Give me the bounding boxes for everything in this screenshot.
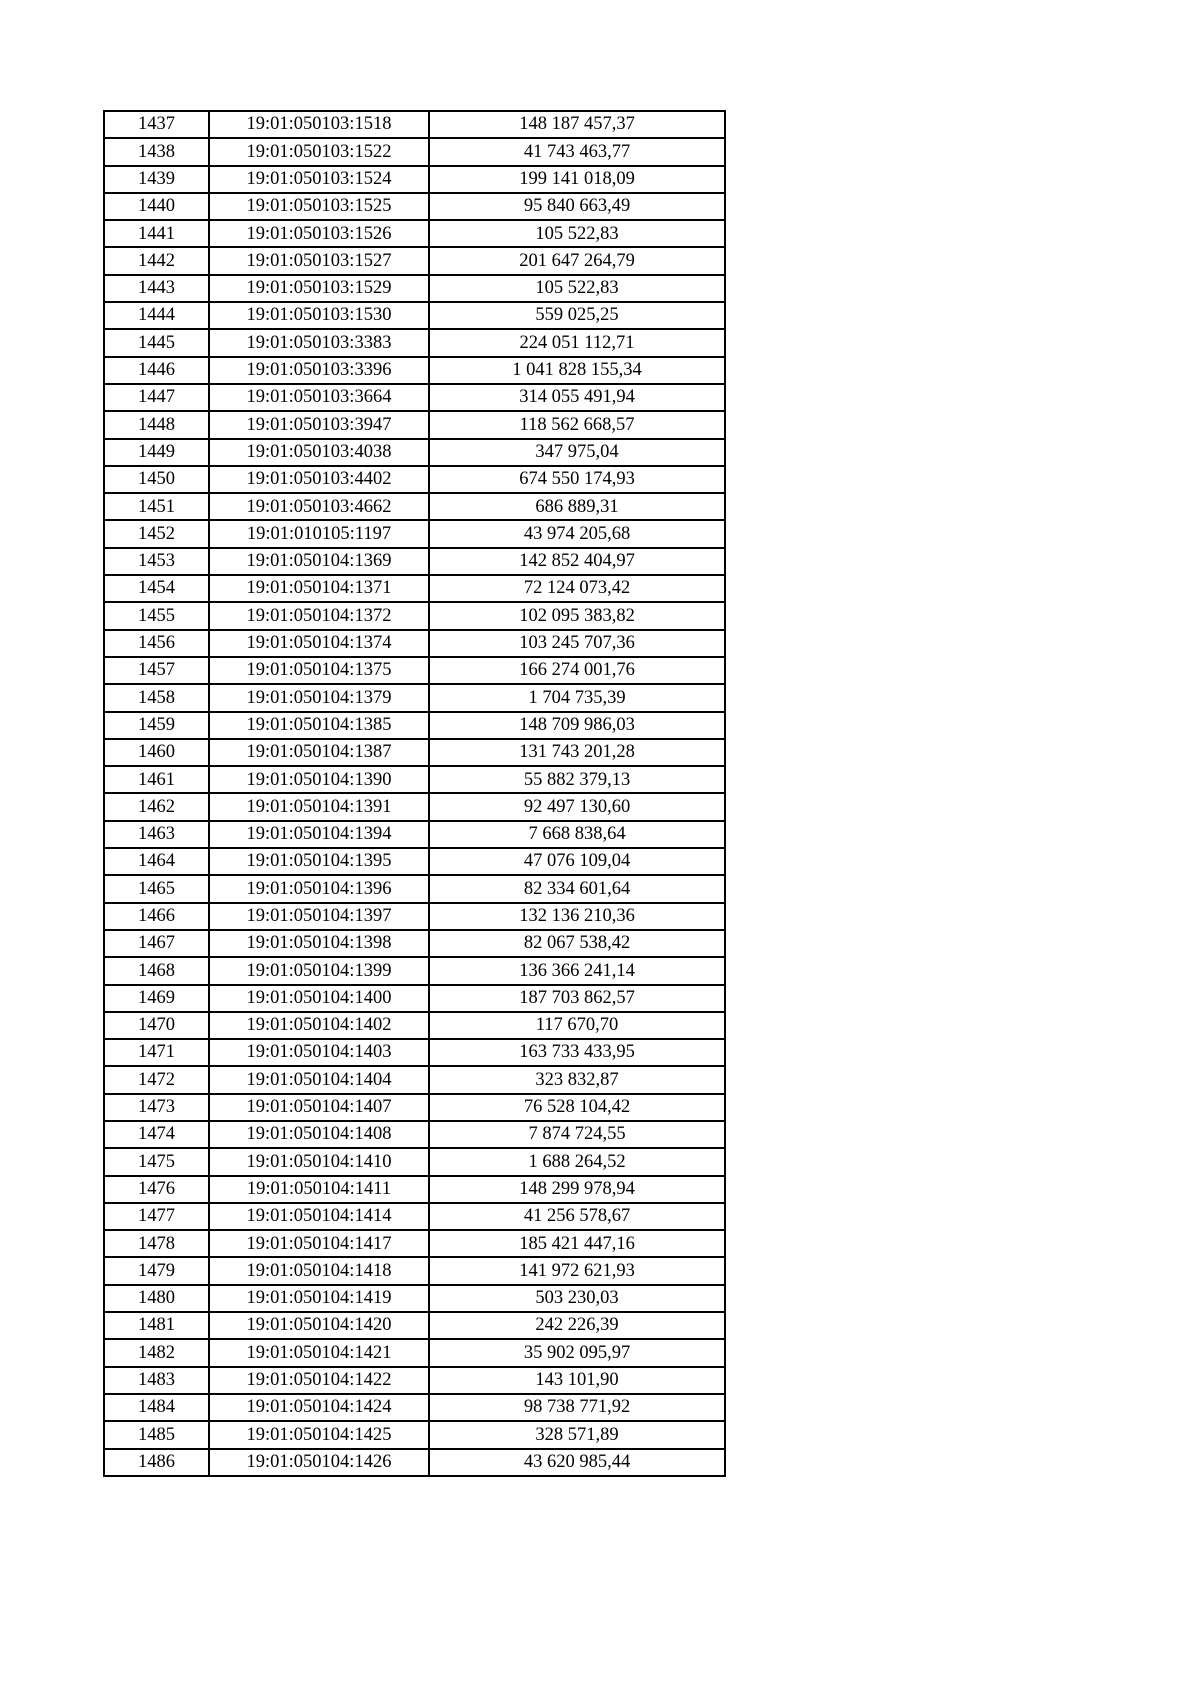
table-row	[104, 821, 725, 848]
table-row	[104, 466, 725, 493]
table-row	[104, 657, 725, 684]
value-cell: 686 889,31	[429, 493, 725, 520]
row-number-cell: 1441	[104, 220, 209, 247]
table-body	[104, 111, 725, 1476]
cadastral-number-cell: 19:01:050104:1410	[209, 1148, 429, 1175]
value-cell: 199 141 018,09	[429, 166, 725, 193]
table-row	[104, 357, 725, 384]
table-row	[104, 712, 725, 739]
value-cell: 118 562 668,57	[429, 411, 725, 438]
table-row	[104, 1257, 725, 1284]
cadastral-number-cell: 19:01:050104:1419	[209, 1285, 429, 1312]
row-number-cell: 1449	[104, 439, 209, 466]
table-row	[104, 1230, 725, 1257]
table-row	[104, 1421, 725, 1448]
value-cell: 347 975,04	[429, 439, 725, 466]
table-row	[104, 985, 725, 1012]
row-number-cell: 1450	[104, 466, 209, 493]
cadastral-number-cell: 19:01:050103:1530	[209, 302, 429, 329]
row-number-cell: 1451	[104, 493, 209, 520]
value-cell: 559 025,25	[429, 302, 725, 329]
table-row	[104, 848, 725, 875]
row-number-cell: 1459	[104, 712, 209, 739]
table-row	[104, 1012, 725, 1039]
table-row	[104, 930, 725, 957]
table-row	[104, 329, 725, 356]
value-cell: 35 902 095,97	[429, 1339, 725, 1366]
value-cell: 95 840 663,49	[429, 193, 725, 220]
cadastral-number-cell: 19:01:050104:1385	[209, 712, 429, 739]
cadastral-number-cell: 19:01:050104:1400	[209, 985, 429, 1012]
value-cell: 76 528 104,42	[429, 1094, 725, 1121]
row-number-cell: 1477	[104, 1203, 209, 1230]
row-number-cell: 1476	[104, 1176, 209, 1203]
cadastral-number-cell: 19:01:050104:1379	[209, 684, 429, 711]
cadastral-number-cell: 19:01:050103:1522	[209, 138, 429, 165]
value-cell: 92 497 130,60	[429, 793, 725, 820]
cadastral-number-cell: 19:01:050103:3383	[209, 329, 429, 356]
cadastral-number-cell: 19:01:050104:1414	[209, 1203, 429, 1230]
value-cell: 185 421 447,16	[429, 1230, 725, 1257]
value-cell: 103 245 707,36	[429, 630, 725, 657]
cadastral-number-cell: 19:01:050104:1411	[209, 1176, 429, 1203]
value-cell: 131 743 201,28	[429, 739, 725, 766]
cadastral-number-cell: 19:01:050104:1369	[209, 548, 429, 575]
table-row	[104, 111, 725, 138]
row-number-cell: 1461	[104, 766, 209, 793]
value-cell: 166 274 001,76	[429, 657, 725, 684]
table-row	[104, 493, 725, 520]
row-number-cell: 1469	[104, 985, 209, 1012]
value-cell: 143 101,90	[429, 1367, 725, 1394]
cadastral-number-cell: 19:01:050104:1396	[209, 875, 429, 902]
value-cell: 72 124 073,42	[429, 575, 725, 602]
table-row	[104, 1094, 725, 1121]
cadastral-number-cell: 19:01:050103:4402	[209, 466, 429, 493]
table-row	[104, 793, 725, 820]
row-number-cell: 1467	[104, 930, 209, 957]
row-number-cell: 1466	[104, 903, 209, 930]
row-number-cell: 1463	[104, 821, 209, 848]
cadastral-number-cell: 19:01:050104:1391	[209, 793, 429, 820]
cadastral-value-table	[103, 110, 726, 1477]
table-row	[104, 384, 725, 411]
row-number-cell: 1468	[104, 957, 209, 984]
row-number-cell: 1442	[104, 247, 209, 274]
table-row	[104, 575, 725, 602]
cadastral-number-cell: 19:01:050104:1387	[209, 739, 429, 766]
row-number-cell: 1445	[104, 329, 209, 356]
cadastral-number-cell: 19:01:050104:1426	[209, 1449, 429, 1476]
cadastral-number-cell: 19:01:050104:1375	[209, 657, 429, 684]
cadastral-number-cell: 19:01:050103:1527	[209, 247, 429, 274]
table-row	[104, 548, 725, 575]
value-cell: 1 704 735,39	[429, 684, 725, 711]
value-cell: 142 852 404,97	[429, 548, 725, 575]
cadastral-number-cell: 19:01:050103:1518	[209, 111, 429, 138]
row-number-cell: 1484	[104, 1394, 209, 1421]
row-number-cell: 1472	[104, 1066, 209, 1093]
row-number-cell: 1483	[104, 1367, 209, 1394]
row-number-cell: 1479	[104, 1257, 209, 1284]
table-row	[104, 166, 725, 193]
table-row	[104, 1394, 725, 1421]
table-row	[104, 903, 725, 930]
row-number-cell: 1455	[104, 602, 209, 629]
row-number-cell: 1443	[104, 275, 209, 302]
table-row	[104, 739, 725, 766]
value-cell: 43 620 985,44	[429, 1449, 725, 1476]
value-cell: 201 647 264,79	[429, 247, 725, 274]
row-number-cell: 1448	[104, 411, 209, 438]
cadastral-number-cell: 19:01:050104:1425	[209, 1421, 429, 1448]
value-cell: 102 095 383,82	[429, 602, 725, 629]
table-row	[104, 1039, 725, 1066]
row-number-cell: 1438	[104, 138, 209, 165]
table-row	[104, 520, 725, 547]
row-number-cell: 1470	[104, 1012, 209, 1039]
value-cell: 328 571,89	[429, 1421, 725, 1448]
table-row	[104, 1203, 725, 1230]
cadastral-number-cell: 19:01:050104:1418	[209, 1257, 429, 1284]
cadastral-number-cell: 19:01:050103:3396	[209, 357, 429, 384]
row-number-cell: 1471	[104, 1039, 209, 1066]
cadastral-number-cell: 19:01:050103:3947	[209, 411, 429, 438]
value-cell: 141 972 621,93	[429, 1257, 725, 1284]
row-number-cell: 1475	[104, 1148, 209, 1175]
row-number-cell: 1457	[104, 657, 209, 684]
table-row	[104, 766, 725, 793]
row-number-cell: 1447	[104, 384, 209, 411]
cadastral-number-cell: 19:01:050103:1529	[209, 275, 429, 302]
value-cell: 674 550 174,93	[429, 466, 725, 493]
table-row	[104, 1121, 725, 1148]
cadastral-number-cell: 19:01:050104:1397	[209, 903, 429, 930]
row-number-cell: 1444	[104, 302, 209, 329]
cadastral-number-cell: 19:01:050104:1404	[209, 1066, 429, 1093]
value-cell: 41 743 463,77	[429, 138, 725, 165]
row-number-cell: 1473	[104, 1094, 209, 1121]
row-number-cell: 1464	[104, 848, 209, 875]
row-number-cell: 1474	[104, 1121, 209, 1148]
value-cell: 117 670,70	[429, 1012, 725, 1039]
value-cell: 136 366 241,14	[429, 957, 725, 984]
value-cell: 98 738 771,92	[429, 1394, 725, 1421]
value-cell: 105 522,83	[429, 220, 725, 247]
row-number-cell: 1465	[104, 875, 209, 902]
value-cell: 224 051 112,71	[429, 329, 725, 356]
row-number-cell: 1482	[104, 1339, 209, 1366]
cadastral-number-cell: 19:01:050103:4662	[209, 493, 429, 520]
table-row	[104, 1449, 725, 1476]
value-cell: 242 226,39	[429, 1312, 725, 1339]
table-row	[104, 220, 725, 247]
row-number-cell: 1439	[104, 166, 209, 193]
cadastral-number-cell: 19:01:050104:1402	[209, 1012, 429, 1039]
value-cell: 1 688 264,52	[429, 1148, 725, 1175]
row-number-cell: 1486	[104, 1449, 209, 1476]
value-cell: 314 055 491,94	[429, 384, 725, 411]
value-cell: 503 230,03	[429, 1285, 725, 1312]
table-row	[104, 275, 725, 302]
cadastral-number-cell: 19:01:050103:1526	[209, 220, 429, 247]
row-number-cell: 1437	[104, 111, 209, 138]
cadastral-number-cell: 19:01:050104:1420	[209, 1312, 429, 1339]
table-row	[104, 193, 725, 220]
cadastral-number-cell: 19:01:050104:1390	[209, 766, 429, 793]
table-row	[104, 247, 725, 274]
value-cell: 7 874 724,55	[429, 1121, 725, 1148]
row-number-cell: 1478	[104, 1230, 209, 1257]
row-number-cell: 1440	[104, 193, 209, 220]
cadastral-number-cell: 19:01:050104:1399	[209, 957, 429, 984]
table-row	[104, 439, 725, 466]
table-row	[104, 1066, 725, 1093]
table-row	[104, 875, 725, 902]
table-row	[104, 411, 725, 438]
value-cell: 1 041 828 155,34	[429, 357, 725, 384]
row-number-cell: 1480	[104, 1285, 209, 1312]
document-page	[103, 110, 726, 1477]
row-number-cell: 1458	[104, 684, 209, 711]
value-cell: 43 974 205,68	[429, 520, 725, 547]
cadastral-number-cell: 19:01:050104:1408	[209, 1121, 429, 1148]
table-row	[104, 630, 725, 657]
cadastral-number-cell: 19:01:050104:1424	[209, 1394, 429, 1421]
cadastral-number-cell: 19:01:050103:1525	[209, 193, 429, 220]
row-number-cell: 1453	[104, 548, 209, 575]
value-cell: 82 067 538,42	[429, 930, 725, 957]
table-row	[104, 602, 725, 629]
value-cell: 323 832,87	[429, 1066, 725, 1093]
table-row	[104, 684, 725, 711]
cadastral-number-cell: 19:01:050104:1395	[209, 848, 429, 875]
cadastral-number-cell: 19:01:050104:1394	[209, 821, 429, 848]
table-row	[104, 138, 725, 165]
row-number-cell: 1446	[104, 357, 209, 384]
cadastral-number-cell: 19:01:050103:3664	[209, 384, 429, 411]
cadastral-number-cell: 19:01:050104:1372	[209, 602, 429, 629]
row-number-cell: 1454	[104, 575, 209, 602]
table-row	[104, 1148, 725, 1175]
value-cell: 82 334 601,64	[429, 875, 725, 902]
row-number-cell: 1485	[104, 1421, 209, 1448]
cadastral-number-cell: 19:01:050103:1524	[209, 166, 429, 193]
cadastral-number-cell: 19:01:050104:1422	[209, 1367, 429, 1394]
table-row	[104, 1367, 725, 1394]
value-cell: 47 076 109,04	[429, 848, 725, 875]
cadastral-number-cell: 19:01:050104:1398	[209, 930, 429, 957]
row-number-cell: 1456	[104, 630, 209, 657]
value-cell: 148 299 978,94	[429, 1176, 725, 1203]
cadastral-number-cell: 19:01:050103:4038	[209, 439, 429, 466]
cadastral-number-cell: 19:01:050104:1371	[209, 575, 429, 602]
row-number-cell: 1462	[104, 793, 209, 820]
value-cell: 55 882 379,13	[429, 766, 725, 793]
table-row	[104, 1339, 725, 1366]
table-row	[104, 957, 725, 984]
cadastral-number-cell: 19:01:050104:1374	[209, 630, 429, 657]
row-number-cell: 1460	[104, 739, 209, 766]
value-cell: 163 733 433,95	[429, 1039, 725, 1066]
table-row	[104, 302, 725, 329]
value-cell: 148 709 986,03	[429, 712, 725, 739]
cadastral-number-cell: 19:01:010105:1197	[209, 520, 429, 547]
table-row	[104, 1285, 725, 1312]
table-row	[104, 1176, 725, 1203]
cadastral-number-cell: 19:01:050104:1407	[209, 1094, 429, 1121]
table-row	[104, 1312, 725, 1339]
cadastral-number-cell: 19:01:050104:1417	[209, 1230, 429, 1257]
value-cell: 41 256 578,67	[429, 1203, 725, 1230]
value-cell: 148 187 457,37	[429, 111, 725, 138]
value-cell: 7 668 838,64	[429, 821, 725, 848]
cadastral-number-cell: 19:01:050104:1403	[209, 1039, 429, 1066]
value-cell: 132 136 210,36	[429, 903, 725, 930]
value-cell: 187 703 862,57	[429, 985, 725, 1012]
cadastral-number-cell: 19:01:050104:1421	[209, 1339, 429, 1366]
value-cell: 105 522,83	[429, 275, 725, 302]
row-number-cell: 1481	[104, 1312, 209, 1339]
row-number-cell: 1452	[104, 520, 209, 547]
